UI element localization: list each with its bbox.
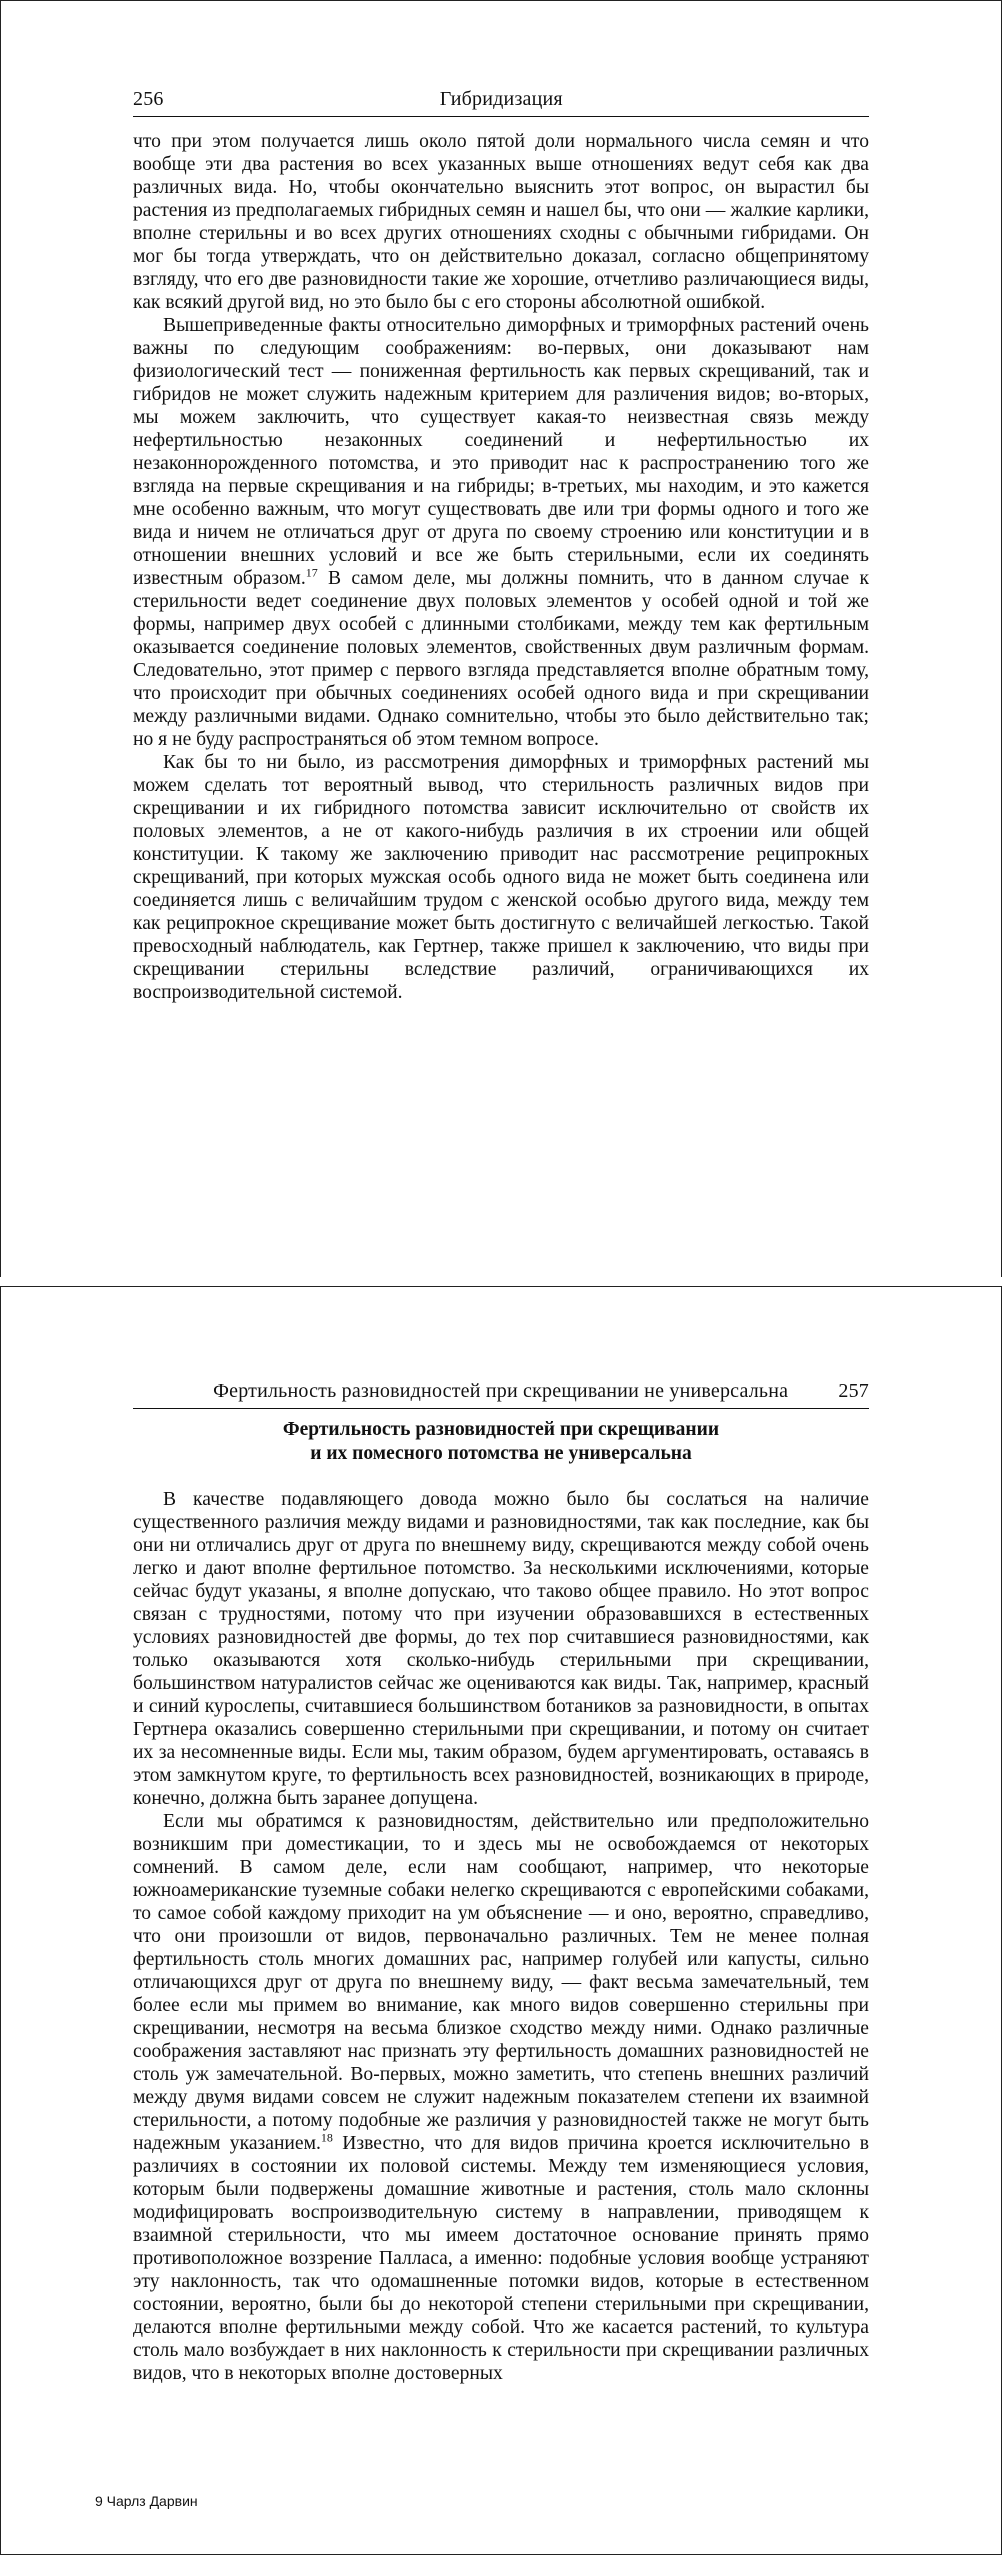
section-title: Фертильность разновидностей при скрещивании и их помесного потомства не универсальна (282, 1419, 720, 1464)
page-gap (0, 1277, 1002, 1286)
running-head-257 (133, 1380, 869, 1403)
footer-signature: 9 Чарлз Дарвин (95, 2493, 198, 2509)
page-257-body (133, 1488, 869, 2385)
paragraph: Как бы то ни было, из рассмотрения диморфных и триморфных растений мы можем сделать тот вероятный вывод, что стерильность различных видов при скрещивании и их гибридного потомства зависит исключительно от свойств их половых элементов, а не от какого-нибудь различия в их строении или общей конституции. К такому же заключению приводит нас рассмотрение реципрокных скрещиваний, при которых мужская особь одного вида не может быть соединена или соединяется лишь с величайшим трудом с женской особью другого вида, между тем как реципрокное скрещивание может быть достигнуто с величайшей легкостью. Такой превосходный наблюдатель, как Гертнер, также пришел к заключению, что виды при скрещивании стерильны вследствие различий, ограничивающихся их воспроизводительной системой. (133, 752, 869, 1003)
paragraph: В качестве подавляющего довода можно было бы сослаться на наличие существенного различия между видами и разновидностями, так как последние, как бы они ни отличались друг от друга по внешнему виду, скрещиваются между собой очень легко и дают вполне фертильное потомство. За несколькими исключениями, которые сейчас будут указаны, я вполне допускаю, что таково общее правило. Но этот вопрос связан с трудностями, потому что при изучении образовавшихся в естественных условиях разновидностей две формы, до тех пор считавшиеся разновидностями, как только оказываются хотя сколько-нибудь стерильными при скрещивании, большинством натуралистов сейчас же оцениваются как виды. Так, например, красный и синий курослепы, считавшиеся большинством ботаников за разновидности, в опытах Гертнера оказались совершенно стерильными при скрещивании, и потому он считает их за несомненные виды. Если мы, таким образом, будем аргументировать, оставаясь в этом замкнутом круге, то фертильность всех разновидностей, возникающих в природе, конечно, должна быть заранее допущена. (133, 1489, 869, 1809)
paragraph: что при этом получается лишь около пятой доли нормального числа семян и что вообще эти два растения во всех указанных выше отношениях ведут себя как два различных вида. Но, чтобы окончательно выяснить этот вопрос, он вырастил бы растения из предполагаемых гибридных семян и нашел бы, что они — жалкие карлики, вполне стерильны и во всех других отношениях сходны с обычными гибридами. Он мог бы тогда утверждать, что он действительно доказал, согласно общепринятому взгляду, что его две разновидности такие же хорошие, отчетливо различающиеся виды, как всякий другой вид, но это было бы с его стороны абсолютной ошибкой. (133, 131, 869, 313)
paragraph: Если мы обратимся к разновидностям, действительно или предположительно возникшим при доместикации, то и здесь мы не освобождаемся от некоторых сомнений. В самом деле, если нам сообщают, например, что некоторые южноамериканские туземные собаки нелегко скрещиваются с европейскими собаками, то самое собой каждому приходит на ум объяснение — и оно, вероятно, справедливо, что они произошли от видов, первоначально различных. Тем не менее полная фертильность столь многих домашних рас, например голубей или капусты, сильно отличающихся друг от друга по внешнему виду, — факт весьма замечательный, тем более если мы примем во внимание, как много видов совершенно стерильны при скрещивании, несмотря на весьма близкое сходство между ними. Однако различные соображения заставляют нас признать эту фертильность домашних разновидностей не столь уж замечательной. Во-первых, можно заметить, что степень внешних различий между двумя видами совсем не служит надежным показателем степени их взаимной стерильности, а потому подобные же различия у разновидностей также не могут быть надежным указанием.$^{18}$ Известно, что для видов причина кроется исключительно в различиях в состоянии их половой системы. Между тем изменяющиеся условия, которым были подвержены домашние животные и растения, столь мало склонны модифицировать воспроизводительную систему в направлении, приводящем к взаимной стерильности, что мы имеем достаточное основание принять прямо противоположное воззрение Палласа, а именно: подобные условия вообще устраняют эту наклонность, так что одомашненные потомки видов, которые в естественном состоянии, вероятно, были бы до некоторой степени стерильными при скрещивании, делаются вполне фертильными между собой. Что же касается растений, то культура столь мало возбуждает в них наклонность к стерильности при скрещивании различных видов, что в некоторых вполне достоверных (133, 1811, 869, 2384)
footnote-ref[interactable]: 17 (305, 565, 318, 580)
header-rule (133, 1408, 869, 1409)
page-number: 257 (838, 1380, 869, 1402)
page-number: 256 (133, 88, 164, 110)
footnote-ref[interactable]: 18 (320, 2130, 333, 2145)
paragraph: Вышеприведенные факты относительно диморфных и триморфных растений очень важны по следующим соображениям: во-первых, они доказывают нам физиологический тест — пониженная фертильность как первых скрещиваний, так и гибридов не может служить надежным критерием для различения видов; во-вторых, мы можем заключить, что существует какая-то неизвестная связь между нефертильностью незаконных соединений и нефертильностью их незаконнорожденного потомства, и это приводит нас к распространению того же взгляда на первые скрещивания и на гибриды; в-третьих, мы находим, и это кажется мне особенно важным, что могут существовать две или три формы одного и того же вида и ничем не отличаться друг от друга по своему строению или конституции и в отношении внешних условий и все же быть стерильными, если их соединять известным образом.$^{17}$ В самом деле, мы должны помнить, что в данном случае к стерильности ведет соединение двух половых элементов у особей одной и той же формы, например двух особей с длинными столбиками, между тем как фертильным оказывается соединение половых элементов, свойственных двум различным формам. Следовательно, этот пример с первого взгляда представляется вполне обратным тому, что происходит при обычных соединениях особей одного вида и при скрещивании между различными видами. Однако сомнительно, чтобы это было действительно так; но я не буду распространяться об этом темном вопросе. (133, 315, 869, 750)
running-title: Фертильность разновидностей при скрещивании не универсальна (213, 1380, 789, 1402)
running-head-256 (133, 88, 869, 111)
header-rule (133, 116, 869, 117)
page-256-body (133, 130, 869, 1004)
running-title: Гибридизация (439, 88, 563, 110)
